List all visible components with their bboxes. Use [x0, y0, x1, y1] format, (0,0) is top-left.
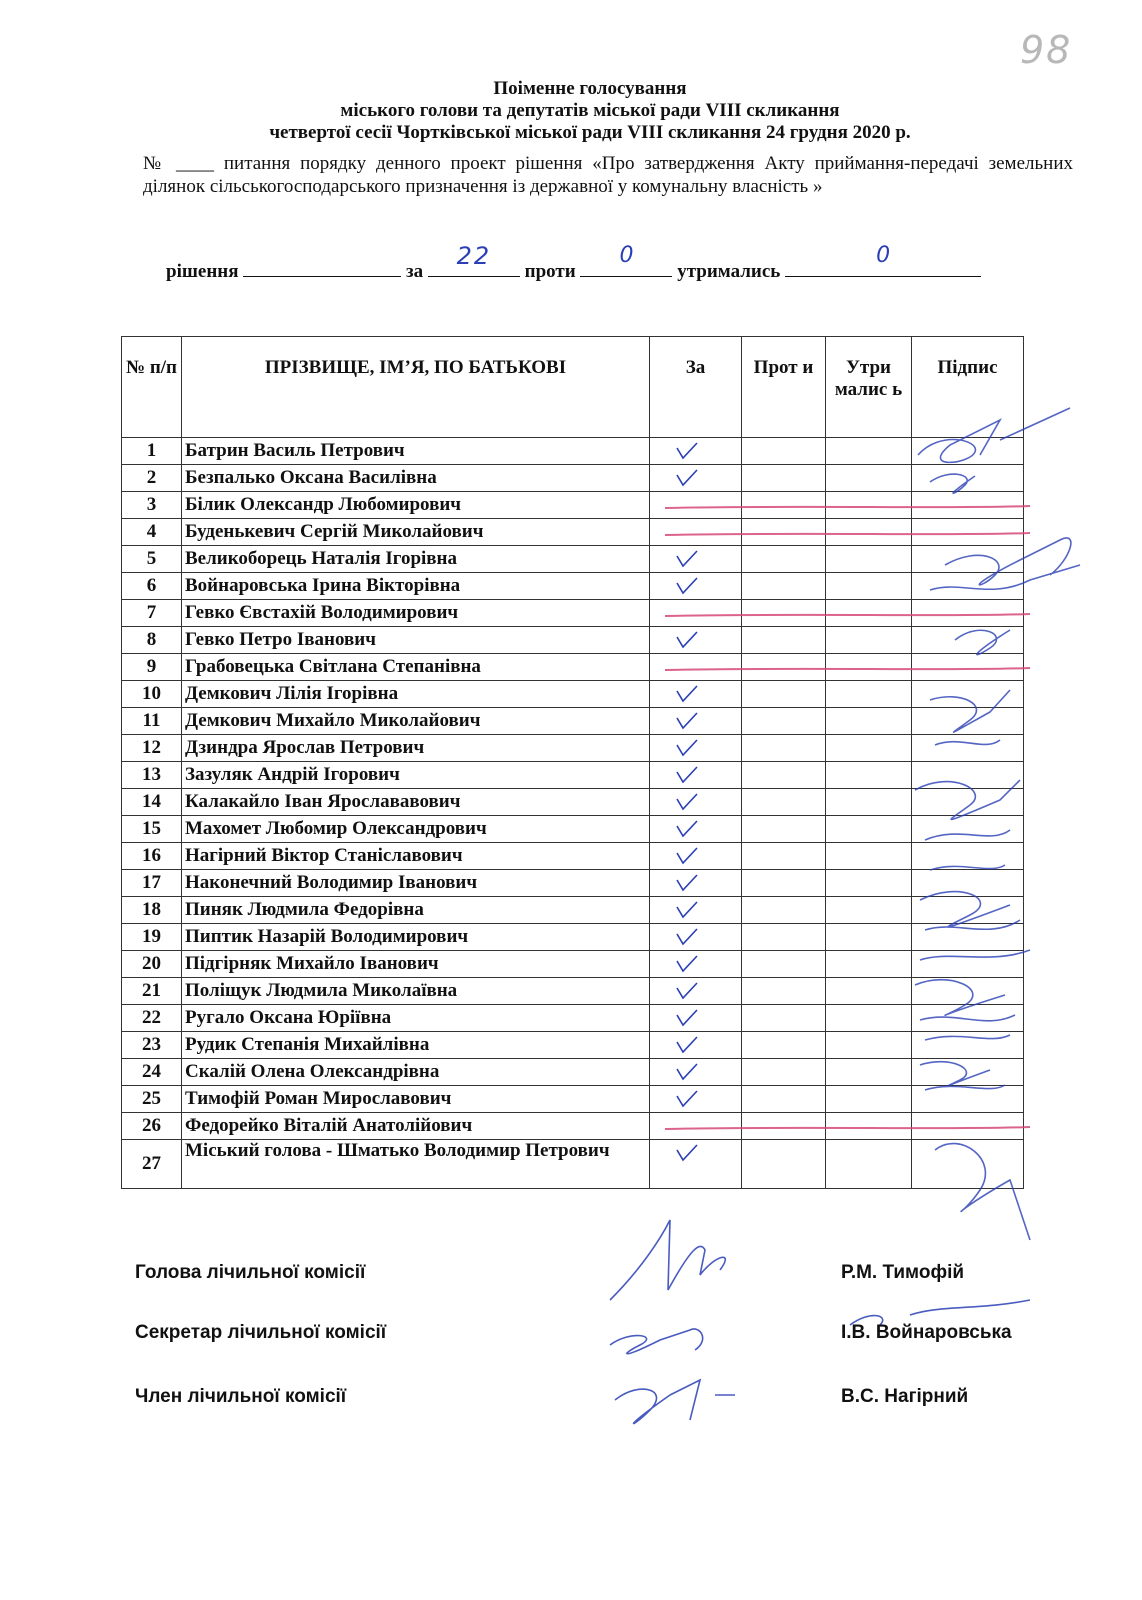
table-row — [122, 1086, 1024, 1113]
row-number: 8 — [122, 627, 182, 654]
check-mark-icon — [674, 1061, 700, 1083]
row-vote-against — [742, 1140, 826, 1189]
row-vote-for — [650, 600, 742, 627]
secretary-name: І.В. Войнаровська — [841, 1322, 1012, 1343]
chair-signature — [610, 1220, 725, 1300]
row-number: 27 — [122, 1140, 182, 1189]
row-signature — [912, 924, 1024, 951]
row-signature — [912, 654, 1024, 681]
row-name: Скалій Олена Олександрівна — [182, 1059, 650, 1086]
row-vote-for — [650, 951, 742, 978]
row-vote-abstain — [826, 546, 912, 573]
row-signature — [912, 600, 1024, 627]
row-name: Поліщук Людмила Миколаївна — [182, 978, 650, 1005]
row-vote-for — [650, 1032, 742, 1059]
check-mark-icon — [674, 629, 700, 651]
table-row — [122, 1059, 1024, 1086]
row-name: Калакайло Іван Ярослававович — [182, 789, 650, 816]
row-number: 17 — [122, 870, 182, 897]
row-vote-against — [742, 1086, 826, 1113]
row-name: Наконечний Володимир Іванович — [182, 870, 650, 897]
row-vote-abstain — [826, 1005, 912, 1032]
row-name: Міський голова - Шматько Володимир Петрович — [182, 1140, 650, 1189]
header-abstain: Утри малис ь — [826, 337, 912, 438]
row-vote-against — [742, 1005, 826, 1032]
row-number: 22 — [122, 1005, 182, 1032]
row-vote-for — [650, 789, 742, 816]
row-vote-abstain — [826, 519, 912, 546]
row-name: Батрин Василь Петрович — [182, 438, 650, 465]
row-number: 23 — [122, 1032, 182, 1059]
row-vote-against — [742, 438, 826, 465]
row-signature — [912, 1059, 1024, 1086]
table-row — [122, 978, 1024, 1005]
table-row — [122, 654, 1024, 681]
row-number: 25 — [122, 1086, 182, 1113]
check-mark-icon — [674, 980, 700, 1002]
row-vote-for — [650, 870, 742, 897]
decision-summary — [166, 242, 1066, 284]
for-count-field — [428, 242, 520, 277]
check-mark-icon — [674, 1088, 700, 1110]
row-vote-abstain — [826, 1032, 912, 1059]
row-name: Пиптик Назарій Володимирович — [182, 924, 650, 951]
row-vote-abstain — [826, 1113, 912, 1140]
row-name: Федорейко Віталій Анатолійович — [182, 1113, 650, 1140]
row-vote-for — [650, 627, 742, 654]
against-count-field — [580, 243, 672, 277]
row-vote-abstain — [826, 897, 912, 924]
for-label: за — [406, 261, 424, 282]
row-vote-for — [650, 546, 742, 573]
row-signature — [912, 1140, 1024, 1189]
header-signature: Підпис — [912, 337, 1024, 438]
row-vote-against — [742, 789, 826, 816]
table-row — [122, 627, 1024, 654]
row-vote-for — [650, 1140, 742, 1189]
row-vote-for — [650, 843, 742, 870]
row-vote-for — [650, 519, 742, 546]
row-signature — [912, 546, 1024, 573]
row-vote-against — [742, 735, 826, 762]
check-mark-icon — [674, 1007, 700, 1029]
row-vote-against — [742, 519, 826, 546]
row-vote-against — [742, 681, 826, 708]
row-vote-for — [650, 735, 742, 762]
abstain-label: утримались — [677, 261, 781, 282]
row-vote-for — [650, 465, 742, 492]
row-vote-abstain — [826, 762, 912, 789]
row-vote-against — [742, 465, 826, 492]
row-vote-abstain — [826, 816, 912, 843]
row-vote-against — [742, 762, 826, 789]
table-row — [122, 573, 1024, 600]
row-signature — [912, 573, 1024, 600]
row-vote-against — [742, 978, 826, 1005]
row-vote-abstain — [826, 951, 912, 978]
check-mark-icon — [674, 1142, 700, 1164]
row-signature — [912, 1005, 1024, 1032]
row-signature — [912, 870, 1024, 897]
row-vote-against — [742, 708, 826, 735]
check-mark-icon — [674, 440, 700, 462]
row-vote-abstain — [826, 978, 912, 1005]
decision-label: рішення — [166, 261, 239, 282]
row-vote-abstain — [826, 789, 912, 816]
member-role: Член лічильної комісії — [135, 1386, 347, 1407]
row-signature — [912, 438, 1024, 465]
row-name: Нагірний Віктор Станіславович — [182, 843, 650, 870]
row-number: 3 — [122, 492, 182, 519]
row-vote-for — [650, 438, 742, 465]
table-row — [122, 708, 1024, 735]
row-number: 9 — [122, 654, 182, 681]
table-row — [122, 519, 1024, 546]
row-signature — [912, 1032, 1024, 1059]
row-number: 11 — [122, 708, 182, 735]
member-signature — [615, 1380, 735, 1424]
row-number: 14 — [122, 789, 182, 816]
row-vote-against — [742, 843, 826, 870]
row-vote-for — [650, 1005, 742, 1032]
row-signature — [912, 816, 1024, 843]
decision-blank — [243, 258, 401, 277]
row-name: Гевко Петро Іванович — [182, 627, 650, 654]
header-against: Прот и — [742, 337, 826, 438]
row-vote-for — [650, 897, 742, 924]
row-vote-abstain — [826, 573, 912, 600]
check-mark-icon — [674, 791, 700, 813]
heading-line-1: Поіменне голосування — [493, 78, 687, 99]
row-number: 21 — [122, 978, 182, 1005]
row-vote-against — [742, 1032, 826, 1059]
check-mark-icon — [674, 872, 700, 894]
abstain-count-handwritten: 0 — [876, 243, 891, 268]
table-row — [122, 1032, 1024, 1059]
row-name: Демкович Михайло Миколайович — [182, 708, 650, 735]
row-signature — [912, 843, 1024, 870]
agenda-item-text: № ____ питання порядку денного проект рішення «Про затвердження Акту приймання-передачі земельних ділянок сільськогосподарського призначення із державної у комунальну власність » — [143, 153, 1073, 197]
page-number: 98 — [1020, 28, 1073, 72]
against-label: проти — [524, 261, 576, 282]
row-name: Білик Олександр Любомирович — [182, 492, 650, 519]
member-name: В.С. Нагірний — [841, 1386, 969, 1407]
row-vote-for — [650, 681, 742, 708]
row-vote-abstain — [826, 735, 912, 762]
row-vote-against — [742, 816, 826, 843]
row-vote-abstain — [826, 438, 912, 465]
row-name: Дзиндра Ярослав Петрович — [182, 735, 650, 762]
vote-table-header — [122, 337, 1024, 438]
row-number: 5 — [122, 546, 182, 573]
table-row — [122, 762, 1024, 789]
header-for: За — [650, 337, 742, 438]
row-vote-against — [742, 1113, 826, 1140]
vote-table — [121, 336, 1024, 1189]
row-vote-for — [650, 1113, 742, 1140]
row-number: 12 — [122, 735, 182, 762]
row-signature — [912, 762, 1024, 789]
check-mark-icon — [674, 710, 700, 732]
row-vote-abstain — [826, 708, 912, 735]
check-mark-icon — [674, 899, 700, 921]
row-number: 26 — [122, 1113, 182, 1140]
check-mark-icon — [674, 818, 700, 840]
row-signature — [912, 465, 1024, 492]
row-vote-abstain — [826, 870, 912, 897]
row-signature — [912, 1086, 1024, 1113]
check-mark-icon — [674, 737, 700, 759]
table-row — [122, 492, 1024, 519]
check-mark-icon — [674, 467, 700, 489]
table-row — [122, 924, 1024, 951]
row-vote-abstain — [826, 654, 912, 681]
row-name: Тимофій Роман Мирославович — [182, 1086, 650, 1113]
row-vote-for — [650, 762, 742, 789]
row-number: 2 — [122, 465, 182, 492]
for-count-handwritten: 22 — [456, 242, 492, 270]
table-row — [122, 1140, 1024, 1189]
row-number: 20 — [122, 951, 182, 978]
row-vote-abstain — [826, 1059, 912, 1086]
row-vote-for — [650, 492, 742, 519]
document-heading — [140, 78, 1040, 144]
row-number: 16 — [122, 843, 182, 870]
check-mark-icon — [674, 845, 700, 867]
table-row — [122, 465, 1024, 492]
row-vote-against — [742, 546, 826, 573]
row-name: Грабовецька Світлана Степанівна — [182, 654, 650, 681]
check-mark-icon — [674, 683, 700, 705]
row-number: 10 — [122, 681, 182, 708]
row-vote-for — [650, 654, 742, 681]
row-signature — [912, 1113, 1024, 1140]
row-vote-for — [650, 708, 742, 735]
row-vote-for — [650, 978, 742, 1005]
row-name: Великоборець Наталія Ігорівна — [182, 546, 650, 573]
row-vote-against — [742, 897, 826, 924]
row-name: Войнаровська Ірина Вікторівна — [182, 573, 650, 600]
row-name: Ругало Оксана Юріївна — [182, 1005, 650, 1032]
table-row — [122, 600, 1024, 627]
row-signature — [912, 897, 1024, 924]
row-number: 19 — [122, 924, 182, 951]
row-vote-for — [650, 1059, 742, 1086]
row-name: Буденькевич Сергій Миколайович — [182, 519, 650, 546]
table-row — [122, 870, 1024, 897]
row-signature — [912, 951, 1024, 978]
row-vote-abstain — [826, 627, 912, 654]
table-row — [122, 1005, 1024, 1032]
row-number: 18 — [122, 897, 182, 924]
row-name: Підгірняк Михайло Іванович — [182, 951, 650, 978]
row-vote-against — [742, 924, 826, 951]
row-number: 13 — [122, 762, 182, 789]
chair-name: Р.М. Тимофій — [841, 1262, 965, 1283]
row-number: 15 — [122, 816, 182, 843]
row-signature — [912, 708, 1024, 735]
row-vote-against — [742, 654, 826, 681]
row-signature — [912, 492, 1024, 519]
row-vote-abstain — [826, 465, 912, 492]
row-name: Демкович Лілія Ігорівна — [182, 681, 650, 708]
check-mark-icon — [674, 575, 700, 597]
table-row — [122, 951, 1024, 978]
row-vote-abstain — [826, 1086, 912, 1113]
row-vote-abstain — [826, 924, 912, 951]
row-signature — [912, 735, 1024, 762]
row-signature — [912, 519, 1024, 546]
row-signature — [912, 627, 1024, 654]
row-name: Зазуляк Андрій Ігорович — [182, 762, 650, 789]
secretary-role: Секретар лічильної комісії — [135, 1322, 387, 1343]
against-count-handwritten: 0 — [619, 243, 634, 268]
chair-role: Голова лічильної комісії — [135, 1262, 366, 1283]
table-row — [122, 546, 1024, 573]
vote-table-body — [122, 438, 1024, 1189]
row-name: Махомет Любомир Олександрович — [182, 816, 650, 843]
table-row — [122, 816, 1024, 843]
row-vote-abstain — [826, 843, 912, 870]
row-vote-for — [650, 816, 742, 843]
row-vote-against — [742, 573, 826, 600]
table-row — [122, 897, 1024, 924]
row-vote-against — [742, 1059, 826, 1086]
check-mark-icon — [674, 926, 700, 948]
row-number: 24 — [122, 1059, 182, 1086]
row-name: Безпалько Оксана Василівна — [182, 465, 650, 492]
check-mark-icon — [674, 953, 700, 975]
table-row — [122, 1113, 1024, 1140]
row-vote-against — [742, 627, 826, 654]
heading-line-3: четвертої сесії Чортківської міської ради VIII скликання 24 грудня 2020 р. — [269, 122, 911, 143]
table-row — [122, 438, 1024, 465]
secretary-signature — [610, 1329, 703, 1354]
row-vote-abstain — [826, 1140, 912, 1189]
abstain-count-field — [785, 243, 981, 277]
table-row — [122, 789, 1024, 816]
row-vote-abstain — [826, 600, 912, 627]
row-number: 6 — [122, 573, 182, 600]
row-number: 7 — [122, 600, 182, 627]
row-vote-against — [742, 492, 826, 519]
row-name: Пиняк Людмила Федорівна — [182, 897, 650, 924]
row-number: 1 — [122, 438, 182, 465]
row-name: Гевко Євстахій Володимирович — [182, 600, 650, 627]
header-num: № п/п — [122, 337, 182, 438]
table-row — [122, 681, 1024, 708]
row-number: 4 — [122, 519, 182, 546]
header-name: ПРІЗВИЩЕ, ІМ’Я, ПО БАТЬКОВІ — [182, 337, 650, 438]
row-vote-for — [650, 924, 742, 951]
table-row — [122, 843, 1024, 870]
row-vote-against — [742, 951, 826, 978]
row-vote-abstain — [826, 681, 912, 708]
row-name: Рудик Степанія Михайлівна — [182, 1032, 650, 1059]
row-vote-against — [742, 870, 826, 897]
row-signature — [912, 681, 1024, 708]
row-vote-for — [650, 573, 742, 600]
check-mark-icon — [674, 1034, 700, 1056]
row-signature — [912, 978, 1024, 1005]
row-vote-against — [742, 600, 826, 627]
heading-line-2: міського голови та депутатів міської ради VIII скликання — [340, 100, 840, 121]
row-vote-abstain — [826, 492, 912, 519]
check-mark-icon — [674, 548, 700, 570]
check-mark-icon — [674, 764, 700, 786]
row-vote-for — [650, 1086, 742, 1113]
table-row — [122, 735, 1024, 762]
row-signature — [912, 789, 1024, 816]
